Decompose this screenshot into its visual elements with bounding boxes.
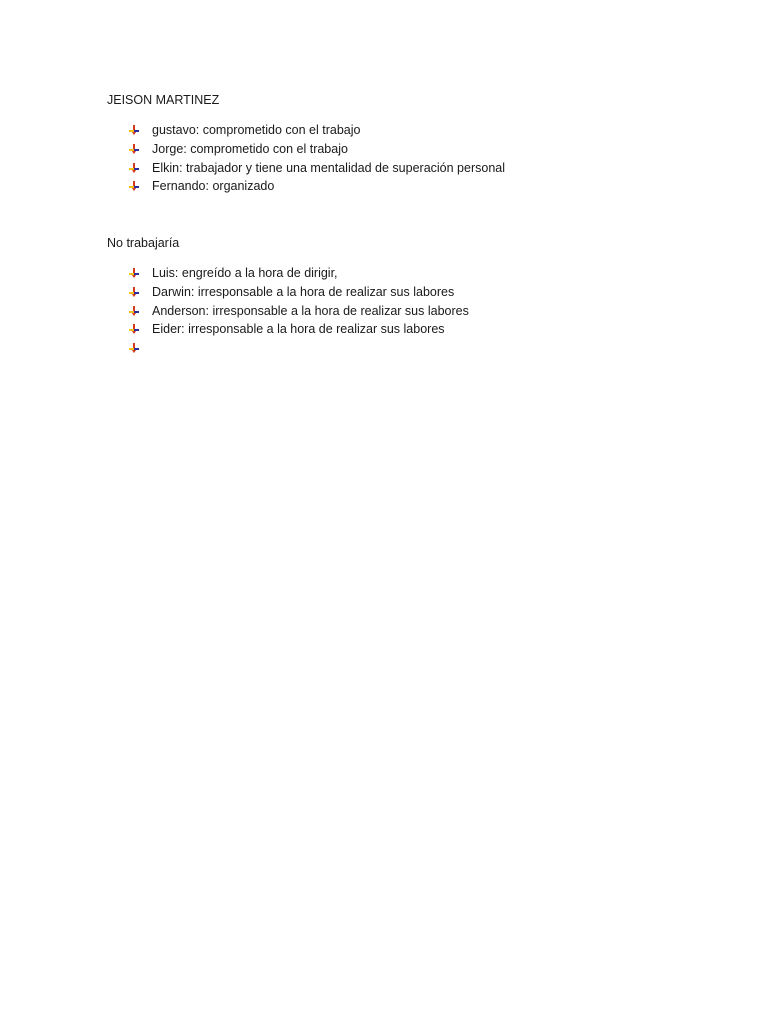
list-item bbox=[128, 302, 469, 321]
arrow-down-bullet-icon bbox=[128, 143, 140, 155]
list-item bbox=[128, 339, 469, 358]
list-item-text: Anderson: irresponsable a la hora de realizar sus labores bbox=[152, 303, 469, 318]
section-heading-not-preferred: No trabajaría bbox=[107, 236, 180, 250]
list-item bbox=[128, 140, 505, 159]
list-item bbox=[128, 264, 469, 283]
arrow-down-bullet-icon bbox=[128, 323, 140, 335]
list-item-text: Darwin: irresponsable a la hora de realizar sus labores bbox=[152, 284, 455, 299]
list-item-text: Eider: irresponsable a la hora de realizar sus labores bbox=[152, 322, 445, 337]
list-item bbox=[128, 320, 469, 339]
list-item bbox=[128, 159, 505, 178]
list-item-text: Fernando: organizado bbox=[152, 179, 275, 194]
list-item bbox=[128, 283, 469, 302]
arrow-down-bullet-icon bbox=[128, 162, 140, 174]
list-item bbox=[128, 121, 505, 140]
preferred-coworkers-list bbox=[128, 121, 505, 196]
arrow-down-bullet-icon bbox=[128, 286, 140, 298]
list-item-text: gustavo: comprometido con el trabajo bbox=[152, 123, 361, 137]
list-item-text: Jorge: comprometido con el trabajo bbox=[152, 141, 348, 156]
arrow-down-bullet-icon bbox=[128, 342, 140, 354]
arrow-down-bullet-icon bbox=[128, 267, 140, 279]
arrow-down-bullet-icon bbox=[128, 124, 140, 136]
list-item-text: Luis: engreído a la hora de dirigir, bbox=[152, 266, 338, 280]
not-preferred-coworkers-list bbox=[128, 264, 469, 358]
arrow-down-bullet-icon bbox=[128, 180, 140, 192]
list-item-text: Elkin: trabajador y tiene una mentalidad de superación personal bbox=[152, 160, 506, 175]
list-item bbox=[128, 177, 505, 196]
section-heading-preferred: JEISON MARTINEZ bbox=[107, 93, 220, 107]
arrow-down-bullet-icon bbox=[128, 305, 140, 317]
